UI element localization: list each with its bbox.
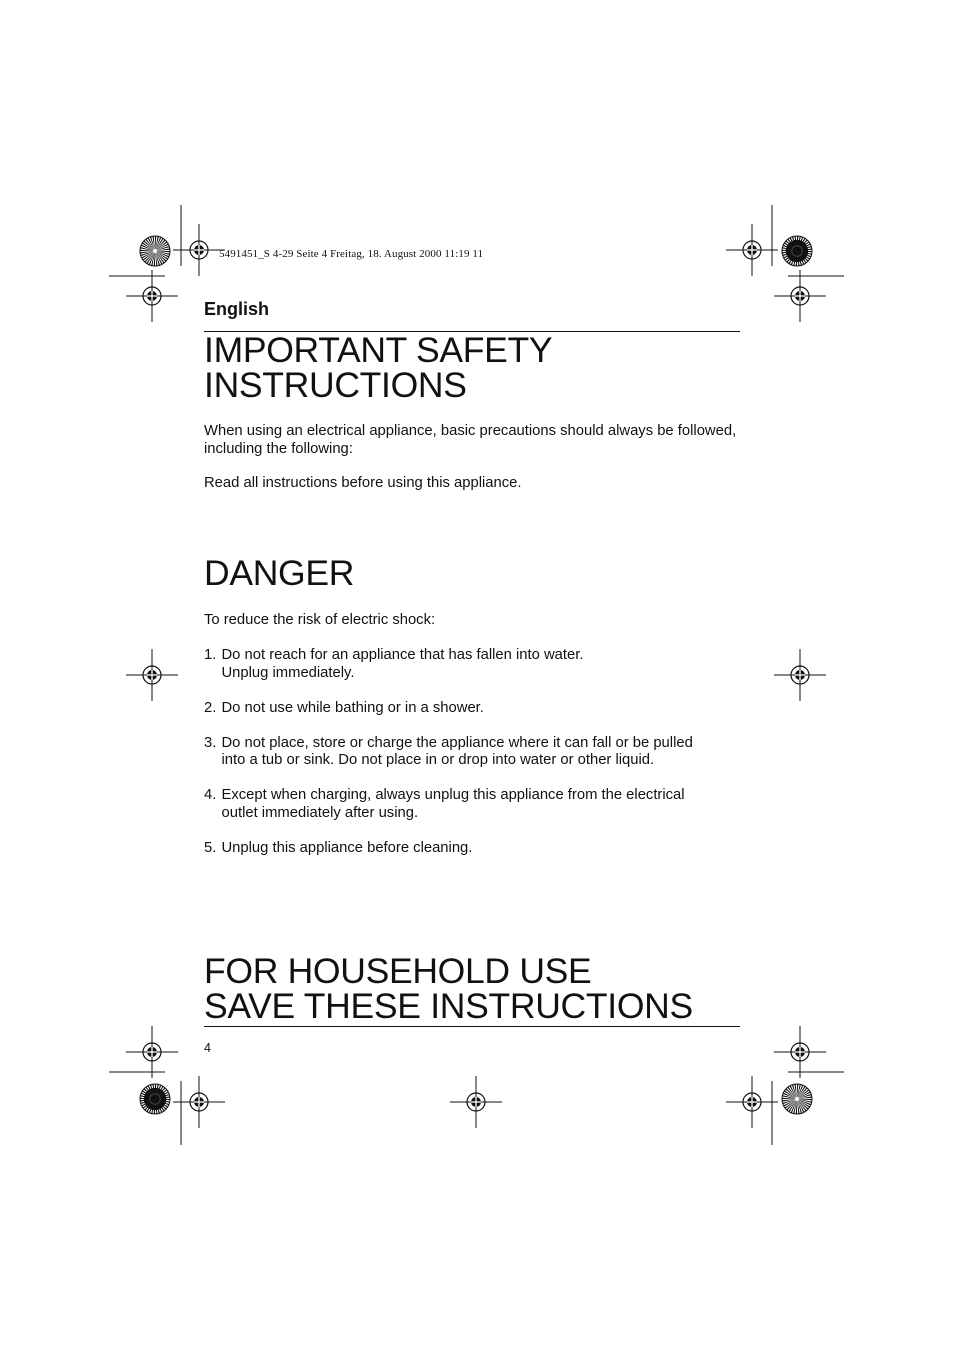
registration-target-icon — [774, 270, 826, 322]
list-item-number: 4. — [204, 787, 217, 803]
list-item-number: 2. — [204, 699, 217, 716]
print-header: 5491451_S 4-29 Seite 4 Freitag, 18. August 2000 11:19 11 — [219, 248, 484, 260]
registration-target-icon — [126, 1026, 178, 1078]
registration-target-icon — [726, 224, 778, 276]
safety-intro: When using an electrical appliance, basic precautions should always be followed, including the following: — [204, 423, 737, 457]
list-item-text: Except when charging, always unplug this appliance from the electrical outlet immediately after using. — [221, 787, 685, 821]
danger-title: DANGER — [204, 553, 355, 593]
list-item-number: 5. — [204, 839, 217, 856]
page-number: 4 — [204, 1041, 211, 1055]
safety-title-line2: INSTRUCTIONS — [204, 365, 467, 405]
registration-target-icon — [126, 649, 178, 701]
registration-target-icon — [450, 1076, 502, 1128]
bottom-rule — [204, 1026, 740, 1027]
danger-intro: To reduce the risk of electric shock: — [204, 612, 436, 628]
household-title-line2: SAVE THESE INSTRUCTIONS — [204, 986, 693, 1026]
registration-target-icon — [774, 649, 826, 701]
list-item-text: Do not place, store or charge the appliance where it can fall or be pulled into a tub or sink. Do not place in or drop into water or other liquid. — [221, 734, 693, 768]
registration-target-icon — [726, 1076, 778, 1128]
list-item-text: Unplug this appliance before cleaning. — [221, 839, 473, 856]
registration-target-icon — [774, 1026, 826, 1078]
list-item — [204, 840, 744, 858]
registration-target-icon — [126, 270, 178, 322]
list-item — [204, 700, 744, 718]
danger-list — [204, 647, 744, 875]
read-all-instructions: Read all instructions before using this appliance. — [204, 475, 522, 491]
language-label: English — [204, 299, 270, 319]
safety-title-line1: IMPORTANT SAFETY — [204, 330, 553, 370]
list-item-number: 3. — [204, 734, 217, 751]
list-item — [204, 647, 744, 682]
household-title — [204, 951, 693, 1026]
starburst-mark-icon — [782, 1084, 812, 1114]
list-item — [204, 735, 744, 770]
list-item-number: 1. — [204, 647, 217, 663]
safety-title — [204, 330, 553, 405]
household-title-line1: FOR HOUSEHOLD USE — [204, 951, 592, 991]
starburst-mark-icon — [140, 1084, 170, 1114]
list-item — [204, 787, 744, 822]
starburst-mark-icon — [782, 236, 812, 266]
list-item-text: Do not reach for an appliance that has fallen into water. Unplug immediately. — [221, 647, 584, 681]
list-item-text: Do not use while bathing or in a shower. — [221, 699, 484, 716]
starburst-mark-icon — [140, 236, 170, 266]
